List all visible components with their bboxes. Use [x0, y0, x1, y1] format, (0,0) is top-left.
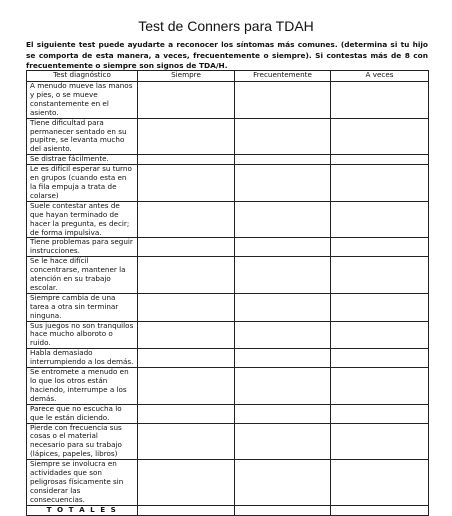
symptom-text: Pierde con frecuencia sus cosas o el material necesario para su trabajo (lápices, papeles, libros)	[27, 423, 138, 460]
answer-cell-a-veces[interactable]	[331, 155, 429, 165]
answer-cell-siempre[interactable]	[138, 368, 235, 405]
answer-cell-a-veces[interactable]	[331, 201, 429, 238]
symptom-text: Le es difícil esperar su turno en grupos (cuando esta en la fila empuja a trata de colarse)	[27, 165, 138, 202]
table-row	[27, 155, 429, 165]
totals-cell-frecuentemente[interactable]	[235, 505, 331, 515]
answer-cell-a-veces[interactable]	[331, 238, 429, 257]
answer-cell-frecuentemente[interactable]	[235, 257, 331, 294]
answer-cell-frecuentemente[interactable]	[235, 118, 331, 155]
answer-cell-a-veces[interactable]	[331, 257, 429, 294]
symptom-text: Tiene problemas para seguir instrucciones.	[27, 238, 138, 257]
conners-test-table	[26, 70, 429, 516]
answer-cell-a-veces[interactable]	[331, 404, 429, 423]
intro-paragraph: El siguiente test puede ayudarte a reconocer los síntomas más comunes. (determina si tu hijo se comporta de esta manera, a veces, frecuentemente o siempre). Si contestas más de 8 con frecuentemente o siempre son signos de TDA/H.	[26, 40, 428, 71]
answer-cell-siempre[interactable]	[138, 238, 235, 257]
table-row	[27, 118, 429, 155]
answer-cell-siempre[interactable]	[138, 321, 235, 349]
header-siempre: Siempre	[138, 71, 235, 82]
table-row	[27, 368, 429, 405]
answer-cell-frecuentemente[interactable]	[235, 423, 331, 460]
symptom-text: Siempre se involucra en actividades que son peligrosas físicamente sin considerar las consecuencias.	[27, 460, 138, 506]
answer-cell-frecuentemente[interactable]	[235, 349, 331, 368]
answer-cell-siempre[interactable]	[138, 165, 235, 202]
totals-cell-siempre[interactable]	[138, 505, 235, 515]
answer-cell-a-veces[interactable]	[331, 165, 429, 202]
answer-cell-a-veces[interactable]	[331, 321, 429, 349]
answer-cell-a-veces[interactable]	[331, 423, 429, 460]
answer-cell-frecuentemente[interactable]	[235, 368, 331, 405]
symptom-text: Parece que no escucha lo que le están diciendo.	[27, 404, 138, 423]
symptom-text: Tiene dificultad para permanecer sentado en su pupitre, se levanta mucho del asiento.	[27, 118, 138, 155]
answer-cell-siempre[interactable]	[138, 257, 235, 294]
answer-cell-frecuentemente[interactable]	[235, 404, 331, 423]
answer-cell-frecuentemente[interactable]	[235, 82, 331, 119]
table-row	[27, 238, 429, 257]
answer-cell-siempre[interactable]	[138, 460, 235, 506]
answer-cell-siempre[interactable]	[138, 118, 235, 155]
symptom-text: Se entromete a menudo en lo que los otros están haciendo, interrumpe a los demás.	[27, 368, 138, 405]
document-title: Test de Conners para TDAH	[138, 18, 314, 34]
answer-cell-frecuentemente[interactable]	[235, 155, 331, 165]
table-body	[27, 82, 429, 506]
answer-cell-siempre[interactable]	[138, 404, 235, 423]
symptom-text: Sus juegos no son tranquilos hace mucho alboroto o ruido.	[27, 321, 138, 349]
symptom-text: Siempre cambia de una tarea a otra sin terminar ninguna.	[27, 293, 138, 321]
table-row	[27, 460, 429, 506]
answer-cell-siempre[interactable]	[138, 155, 235, 165]
table-row	[27, 321, 429, 349]
table-row	[27, 349, 429, 368]
totals-cell-a-veces[interactable]	[331, 505, 429, 515]
answer-cell-frecuentemente[interactable]	[235, 321, 331, 349]
answer-cell-siempre[interactable]	[138, 293, 235, 321]
answer-cell-frecuentemente[interactable]	[235, 460, 331, 506]
answer-cell-siempre[interactable]	[138, 423, 235, 460]
answer-cell-a-veces[interactable]	[331, 118, 429, 155]
table-row	[27, 257, 429, 294]
table-row	[27, 201, 429, 238]
answer-cell-a-veces[interactable]	[331, 349, 429, 368]
answer-cell-siempre[interactable]	[138, 349, 235, 368]
answer-cell-a-veces[interactable]	[331, 460, 429, 506]
table-header-row	[27, 71, 429, 82]
answer-cell-frecuentemente[interactable]	[235, 201, 331, 238]
totals-row	[27, 505, 429, 515]
answer-cell-siempre[interactable]	[138, 82, 235, 119]
table-row	[27, 404, 429, 423]
table-row	[27, 82, 429, 119]
answer-cell-a-veces[interactable]	[331, 368, 429, 405]
symptom-text: Suele contestar antes de que hayan terminado de hacer la pregunta, es decir; de forma impulsiva.	[27, 201, 138, 238]
symptom-text: Habla demasiado interrumpiendo a los demás.	[27, 349, 138, 368]
header-frecuentemente: Frecuentemente	[235, 71, 331, 82]
answer-cell-a-veces[interactable]	[331, 293, 429, 321]
table-row	[27, 293, 429, 321]
totals-label: T O T A L E S	[27, 505, 138, 515]
symptom-text: Se distrae fácilmente.	[27, 155, 138, 165]
answer-cell-frecuentemente[interactable]	[235, 293, 331, 321]
symptom-text: Se le hace difícil concentrarse, mantener la atención en su trabajo escolar.	[27, 257, 138, 294]
header-test-diagnostico: Test diagnóstico	[27, 71, 138, 82]
answer-cell-a-veces[interactable]	[331, 82, 429, 119]
symptom-text: A menudo mueve las manos y pies, o se mueve constantemente en el asiento.	[27, 82, 138, 119]
answer-cell-siempre[interactable]	[138, 201, 235, 238]
answer-cell-frecuentemente[interactable]	[235, 238, 331, 257]
table-row	[27, 165, 429, 202]
header-a-veces: A veces	[331, 71, 429, 82]
table-row	[27, 423, 429, 460]
answer-cell-frecuentemente[interactable]	[235, 165, 331, 202]
